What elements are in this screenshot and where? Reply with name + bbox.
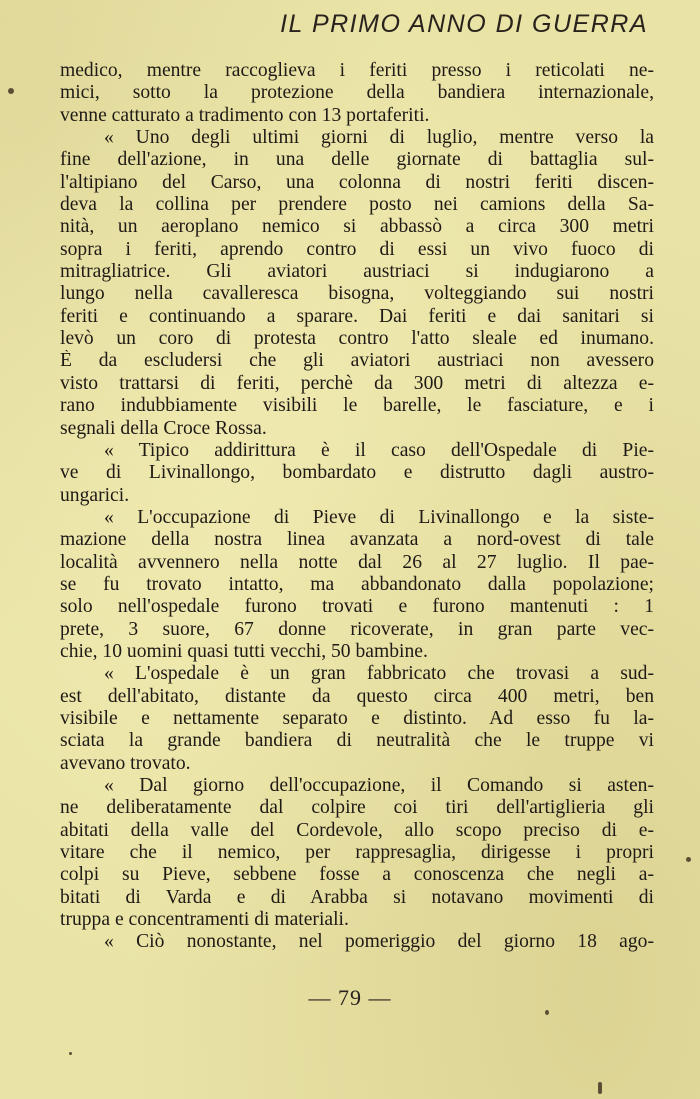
text-line: ungarici.: [60, 484, 130, 506]
text-line: mici, sotto la protezione della bandiera internazionale,: [60, 82, 654, 104]
text-line: visto trattarsi di feriti, perchè da 300 metri di altezza e-: [60, 372, 654, 394]
text-line: « L'occupazione di Pieve di Livinallongo e la siste-: [104, 506, 654, 528]
text-line: prete, 3 suore, 67 donne ricoverate, in gran parte vec-: [60, 618, 654, 640]
text-line: « L'ospedale è un gran fabbricato che trovasi a sud-: [104, 663, 654, 685]
text-line: fine dell'azione, in una delle giornate di battaglia sul-: [60, 149, 654, 171]
text-line: truppa e concentramenti di materiali.: [60, 909, 349, 931]
body-text: [60, 60, 654, 954]
text-line: segnali della Croce Rossa.: [60, 417, 267, 439]
text-line: colpi su Pieve, sebbene fosse a conoscenza che negli a-: [60, 864, 654, 886]
text-line: feriti e continuando a sparare. Dai feriti e dai sanitari si: [60, 305, 654, 327]
text-line: visibile e nettamente separato e distinto. Ad esso fu la-: [60, 707, 654, 729]
paper-speck: [8, 88, 14, 94]
text-line: « Dal giorno dell'occupazione, il Comando si asten-: [104, 775, 654, 796]
text-line: È da escludersi che gli aviatori austriaci non avessero: [60, 350, 654, 372]
text-line: rano indubbiamente visibili le barelle, le fasciature, e i: [60, 395, 654, 417]
text-line: avevano trovato.: [60, 752, 191, 774]
text-line: ne deliberatamente dal colpire coi tiri dell'artiglieria gli: [60, 797, 654, 819]
text-line: ve di Livinallongo, bombardato e distrutto dagli austro-: [60, 462, 654, 484]
text-line: vitare che il nemico, per rappresaglia, dirigesse i propri: [60, 842, 654, 864]
text-line: levò un coro di protesta contro l'atto sleale ed inumano.: [60, 328, 654, 350]
text-line: chie, 10 uomini quasi tutti vecchi, 50 bambine.: [60, 640, 428, 662]
text-line: sciata la grande bandiera di neutralità che le truppe vi: [60, 730, 654, 752]
text-line: bitati di Varda e di Arabba si notavano movimenti di: [60, 886, 654, 908]
paper-speck: [69, 1052, 72, 1055]
text-line: l'altipiano del Carso, una colonna di nostri feriti discen-: [60, 171, 654, 193]
text-line: lungo nella cavalleresca bisogna, volteggiando sui nostri: [60, 283, 654, 305]
text-line: mazione della nostra linea avanzata a nord-ovest di tale: [60, 529, 654, 551]
page-number: — 79 —: [308, 985, 392, 1010]
paper-speck: [598, 1082, 602, 1094]
text-line: « Tipico addirittura è il caso dell'Ospedale di Pie-: [104, 439, 654, 461]
text-line: est dell'abitato, distante da questo circa 400 metri, ben: [60, 685, 654, 707]
paper-speck: [686, 857, 691, 862]
text-line: abitati della valle del Cordevole, allo scopo preciso di e-: [60, 819, 654, 841]
text-line: se fu trovato intatto, ma abbandonato dalla popolazione;: [60, 573, 654, 595]
text-line: località avvennero nella notte dal 26 al 27 luglio. Il pae-: [60, 551, 654, 573]
text-line: deva la collina per prendere posto nei camions della Sa-: [60, 194, 654, 216]
text-line: solo nell'ospedale furono trovati e furono mantenuti : 1: [60, 596, 654, 618]
text-line: venne catturato a tradimento con 13 portaferiti.: [60, 104, 430, 126]
text-line: sopra i feriti, aprendo contro di essi un vivo fuoco di: [60, 238, 654, 260]
running-head: IL PRIMO ANNO DI GUERRA: [280, 10, 648, 38]
text-line: mitragliatrice. Gli aviatori austriaci si indugiarono a: [60, 261, 654, 283]
text-line: « Ciò nonostante, nel pomeriggio del giorno 18 ago-: [104, 931, 654, 953]
text-line: nità, un aeroplano nemico si abbassò a circa 300 metri: [60, 216, 654, 238]
paper-speck: [545, 1010, 549, 1015]
text-line: « Uno degli ultimi giorni di luglio, mentre verso la: [104, 127, 654, 149]
text-line: medico, mentre raccoglieva i feriti presso i reticolati ne-: [60, 60, 654, 81]
